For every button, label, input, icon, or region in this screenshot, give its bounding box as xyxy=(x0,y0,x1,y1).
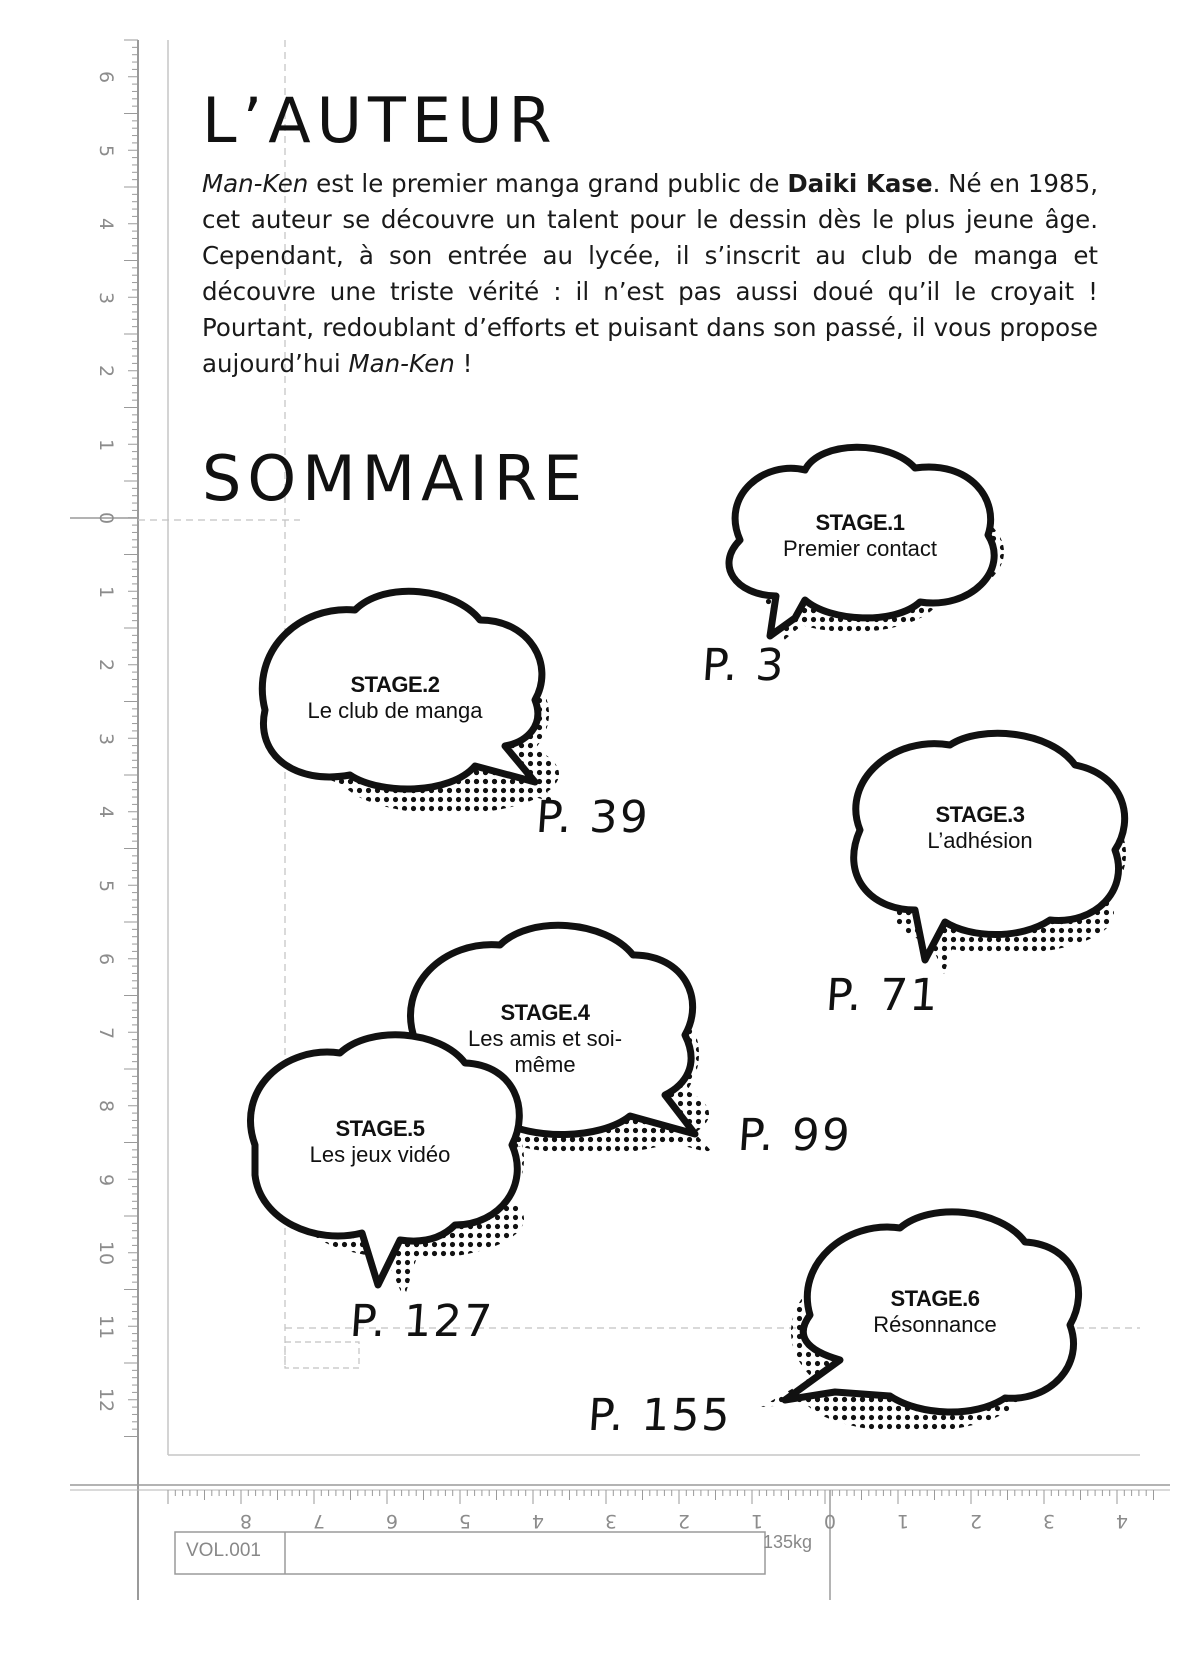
stage-5-page: P. 127 xyxy=(348,1296,496,1347)
stage-6-text xyxy=(840,1286,1030,1338)
bio-part-1: est le premier manga grand public de xyxy=(308,169,788,198)
ruler-label: 6 xyxy=(95,70,117,84)
ruler-label: 2 xyxy=(95,364,117,378)
bio-part-3: ! xyxy=(454,349,473,378)
ruler-label: 2 xyxy=(95,658,117,672)
ruler-label: 4 xyxy=(95,805,117,819)
ruler-label: 1 xyxy=(95,585,117,598)
ruler-label: 10 xyxy=(95,1240,117,1266)
weight-label: 135kg xyxy=(763,1532,813,1552)
ruler-label: 1 xyxy=(896,1510,910,1532)
ruler-label: 4 xyxy=(531,1510,545,1532)
ruler-label: 6 xyxy=(95,952,117,966)
stage-4-title: Les amis et soi-même xyxy=(467,1026,623,1077)
ruler-label: 5 xyxy=(95,144,117,157)
ruler-label: 8 xyxy=(239,1510,253,1532)
ruler-label: 0 xyxy=(823,1510,837,1532)
bio-title-1: Man-Ken xyxy=(202,169,309,198)
stage-3-page: P. 71 xyxy=(824,970,942,1021)
ruler-label: 3 xyxy=(95,291,117,304)
stage-3-title: L’adhésion xyxy=(927,828,1033,853)
ruler-label: 5 xyxy=(95,879,117,892)
stage-4-page: P. 99 xyxy=(736,1110,854,1161)
ruler-label: 5 xyxy=(458,1510,472,1532)
ruler-label: 8 xyxy=(95,1099,117,1113)
stage-1-text xyxy=(760,510,960,562)
ruler-label: 2 xyxy=(969,1510,983,1532)
stage-2-page: P. 39 xyxy=(534,792,652,843)
stage-5-number: STAGE.5 xyxy=(335,1116,425,1141)
stage-4-text xyxy=(455,1000,635,1078)
ruler-label: 7 xyxy=(312,1510,326,1532)
volume-label: VOL.001 xyxy=(186,1540,261,1561)
ruler-label: 4 xyxy=(95,217,117,231)
bio-part-2: . Né en 1985, cet auteur se découvre un talent pour le dessin dès le plus jeune âge. Cependant, à son entrée au lycée, il s’inscrit au club de manga et découvre une triste vérité : il n’est pas aussi doué qu’il le croyait ! Pourtant, redoublant d’efforts et puisant dans son passé, il vous propose aujourd’hui xyxy=(202,169,1098,378)
ruler-label: 7 xyxy=(95,1026,117,1039)
stage-4-number: STAGE.4 xyxy=(500,1000,590,1025)
ruler-label: 1 xyxy=(95,438,117,451)
stage-1-title: Premier contact xyxy=(782,536,938,561)
author-heading: L’AUTEUR xyxy=(202,84,558,157)
stage-3-text xyxy=(880,802,1080,854)
ruler-label: 2 xyxy=(677,1510,691,1532)
ruler-label: 12 xyxy=(95,1387,117,1413)
stage-6-title: Résonnance xyxy=(873,1312,997,1337)
bio-title-2: Man-Ken xyxy=(348,349,455,378)
stage-6-page: P. 155 xyxy=(586,1390,734,1441)
stage-1-number: STAGE.1 xyxy=(815,510,905,535)
ruler-label: 11 xyxy=(95,1314,117,1339)
ruler-label: 3 xyxy=(1042,1510,1056,1532)
ruler-label: 3 xyxy=(604,1510,618,1532)
bio-author-name: Daiki Kase xyxy=(787,169,933,198)
stage-2-number: STAGE.2 xyxy=(350,672,440,697)
ruler-label: 4 xyxy=(1115,1510,1129,1532)
stage-5-title: Les jeux vidéo xyxy=(309,1142,451,1167)
ruler-label: 9 xyxy=(95,1173,117,1186)
stage-3-number: STAGE.3 xyxy=(935,802,1025,827)
ruler-label: 0 xyxy=(95,511,117,525)
stage-6-number: STAGE.6 xyxy=(890,1286,980,1311)
ruler-label: 3 xyxy=(95,732,117,745)
stage-2-text xyxy=(290,672,500,724)
stage-5-text xyxy=(285,1116,475,1168)
toc-heading: SOMMAIRE xyxy=(202,442,589,515)
stage-2-title: Le club de manga xyxy=(307,698,483,723)
ruler-label: 6 xyxy=(385,1510,399,1532)
stage-1-page: P. 3 xyxy=(700,640,788,691)
ruler-label: 1 xyxy=(750,1510,764,1532)
